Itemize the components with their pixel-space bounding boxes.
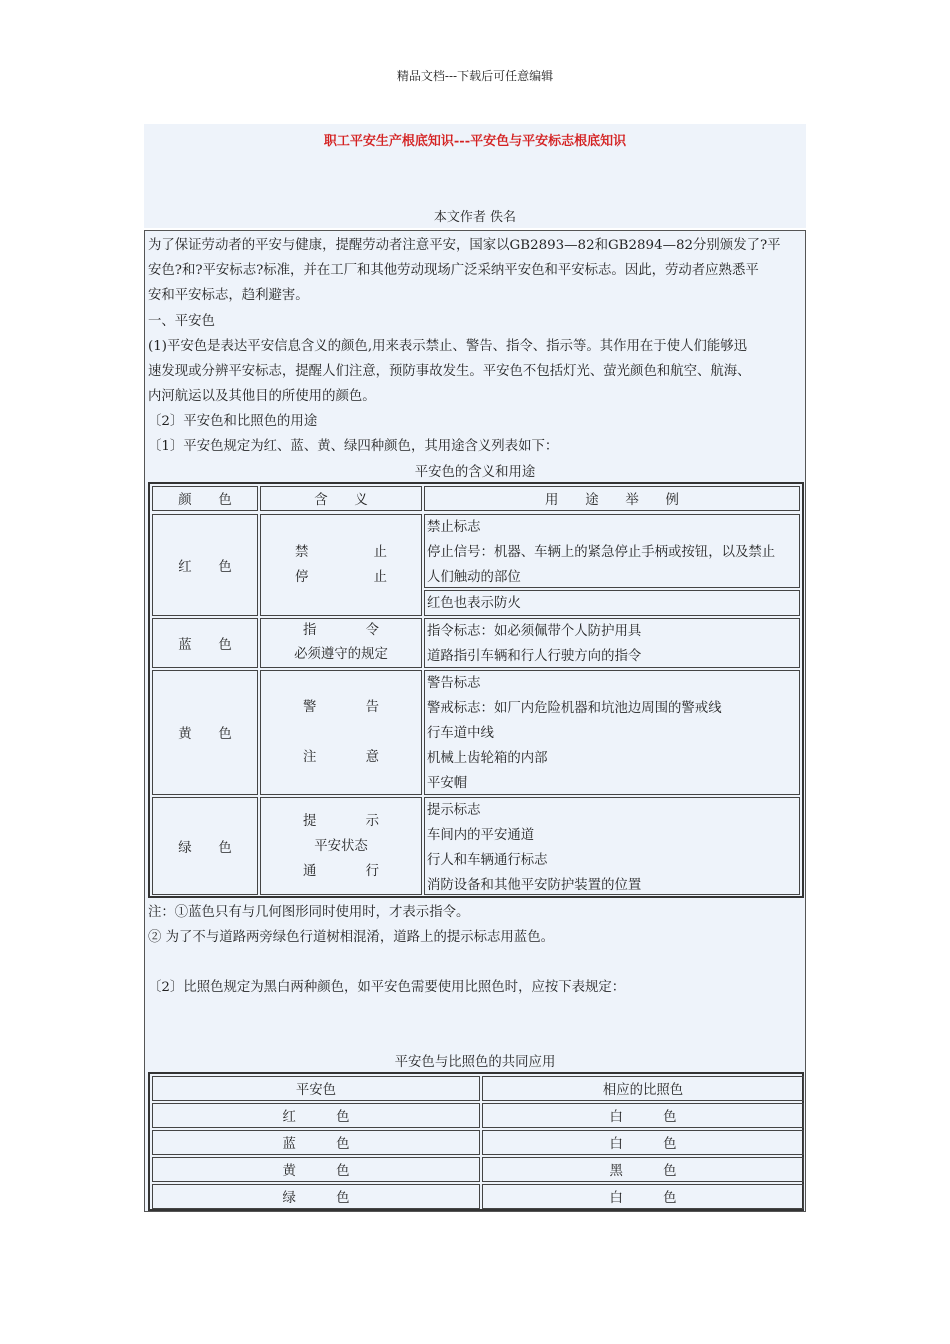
table2-cell: 绿 色	[152, 1184, 480, 1209]
use-line: 指令标志：如必须佩带个人防护用具	[427, 624, 642, 639]
paragraph: 〔2〕平安色和比照色的用途	[148, 414, 318, 429]
paragraph: 〔1〕平安色规定为红、蓝、黄、绿四种颜色，其用途含义列表如下：	[148, 439, 559, 454]
red-uses-cell	[424, 514, 800, 588]
paragraph: 安色?和?平安标志?标准，并在工厂和其他劳动现场广泛采纳平安色和平安标志。因此，劳动者应熟悉平	[148, 263, 759, 278]
yellow-uses-cell	[424, 670, 800, 795]
use-line: 警告标志	[427, 676, 481, 691]
meaning-line: 警 告	[303, 700, 379, 715]
title-block	[144, 124, 806, 228]
table2-header-contrast: 相应的比照色	[482, 1076, 804, 1101]
use-line: 行人和车辆通行标志	[427, 853, 548, 868]
blue-uses-cell	[424, 618, 800, 668]
article-title: 职工平安生产根底知识---平安色与平安标志根底知识	[323, 134, 627, 149]
green-color-cell: 绿 色	[152, 797, 258, 895]
use-line: 禁止标志	[427, 520, 481, 535]
red-meaning-cell	[260, 514, 422, 616]
table2-cell: 白 色	[482, 1130, 804, 1155]
page-header: 精品文档---下载后可任意编辑	[396, 69, 554, 83]
paragraph: 内河航运以及其他目的所使用的颜色。	[148, 389, 376, 404]
use-line: 道路指引车辆和行人行驶方向的指令	[427, 649, 642, 664]
red-color-cell: 红 色	[152, 514, 258, 616]
note-line: ② 为了不与道路两旁绿色行道树相混淆，道路上的提示标志用蓝色。	[148, 930, 554, 945]
meaning-line: 通 行	[303, 863, 379, 879]
table1-caption: 平安色的含义和用途	[414, 465, 536, 480]
meaning-line: 指 令	[303, 623, 379, 638]
table1-header-color: 颜 色	[152, 486, 258, 511]
table2-caption: 平安色与比照色的共同应用	[394, 1055, 556, 1070]
use-line: 警戒标志：如厂内危险机器和坑池边周围的警戒线	[427, 701, 722, 716]
use-line: 平安帽	[427, 776, 468, 791]
use-line: 红色也表示防火	[427, 596, 521, 611]
yellow-meaning-cell	[260, 670, 422, 795]
note-line: 注：①蓝色只有与几何图形同时使用时，才表示指令。	[148, 905, 470, 920]
meaning-line: 提 示	[303, 813, 379, 829]
paragraph: 为了保证劳动者的平安与健康，提醒劳动者注意平安，国家以GB2893—82和GB2894—82分别颁发了?平	[148, 238, 781, 253]
use-line: 机械上齿轮箱的内部	[427, 751, 548, 766]
table2-cell: 白 色	[482, 1103, 804, 1128]
green-meaning-cell	[260, 797, 422, 895]
table2-cell: 黑 色	[482, 1157, 804, 1182]
meaning-line: 必须遵守的规定	[294, 647, 388, 662]
meaning-line: 注 意	[303, 750, 379, 765]
use-line: 消防设备和其他平安防护装置的位置	[427, 878, 642, 893]
use-line: 人们触动的部位	[427, 570, 521, 585]
table2-header-safety: 平安色	[152, 1076, 480, 1101]
author-line: 本文作者 佚名	[433, 210, 517, 225]
yellow-color-cell: 黄 色	[152, 670, 258, 795]
table1-header-uses: 用 途 举 例	[424, 486, 800, 511]
red-extra-cell	[424, 590, 800, 616]
paragraph: (1)平安色是表达平安信息含义的颜色,用来表示禁止、警告、指令、指示等。其作用在于使人们能够迅	[148, 339, 748, 354]
article-body	[144, 230, 806, 1212]
table2-cell: 红 色	[152, 1103, 480, 1128]
table2-cell: 蓝 色	[152, 1130, 480, 1155]
contrast-color-table	[148, 1072, 804, 1211]
use-line: 行车道中线	[427, 726, 494, 741]
meaning-line: 停 止	[295, 570, 387, 585]
section-heading: 一、平安色	[148, 314, 215, 329]
meaning-line: 平安状态	[314, 838, 368, 854]
table2-cell: 黄 色	[152, 1157, 480, 1182]
use-line: 提示标志	[427, 803, 481, 818]
table1-header-meaning: 含 义	[260, 486, 422, 511]
paragraph: 速发现或分辨平安标志，提醒人们注意，预防事故发生。平安色不包括灯光、萤光颜色和航空、航海、	[148, 364, 751, 379]
blue-meaning-cell	[260, 618, 422, 668]
blue-color-cell: 蓝 色	[152, 618, 258, 668]
safety-color-table	[148, 482, 804, 898]
paragraph: 〔2〕比照色规定为黑白两种颜色，如平安色需要使用比照色时，应按下表规定：	[148, 980, 626, 995]
green-uses-cell	[424, 797, 800, 895]
use-line: 车间内的平安通道	[427, 828, 535, 843]
use-line: 停止信号：机器、车辆上的紧急停止手柄或按钮，以及禁止	[427, 545, 776, 560]
paragraph: 安和平安标志，趋利避害。	[148, 288, 309, 303]
meaning-line: 禁 止	[295, 545, 387, 560]
table2-cell: 白 色	[482, 1184, 804, 1209]
